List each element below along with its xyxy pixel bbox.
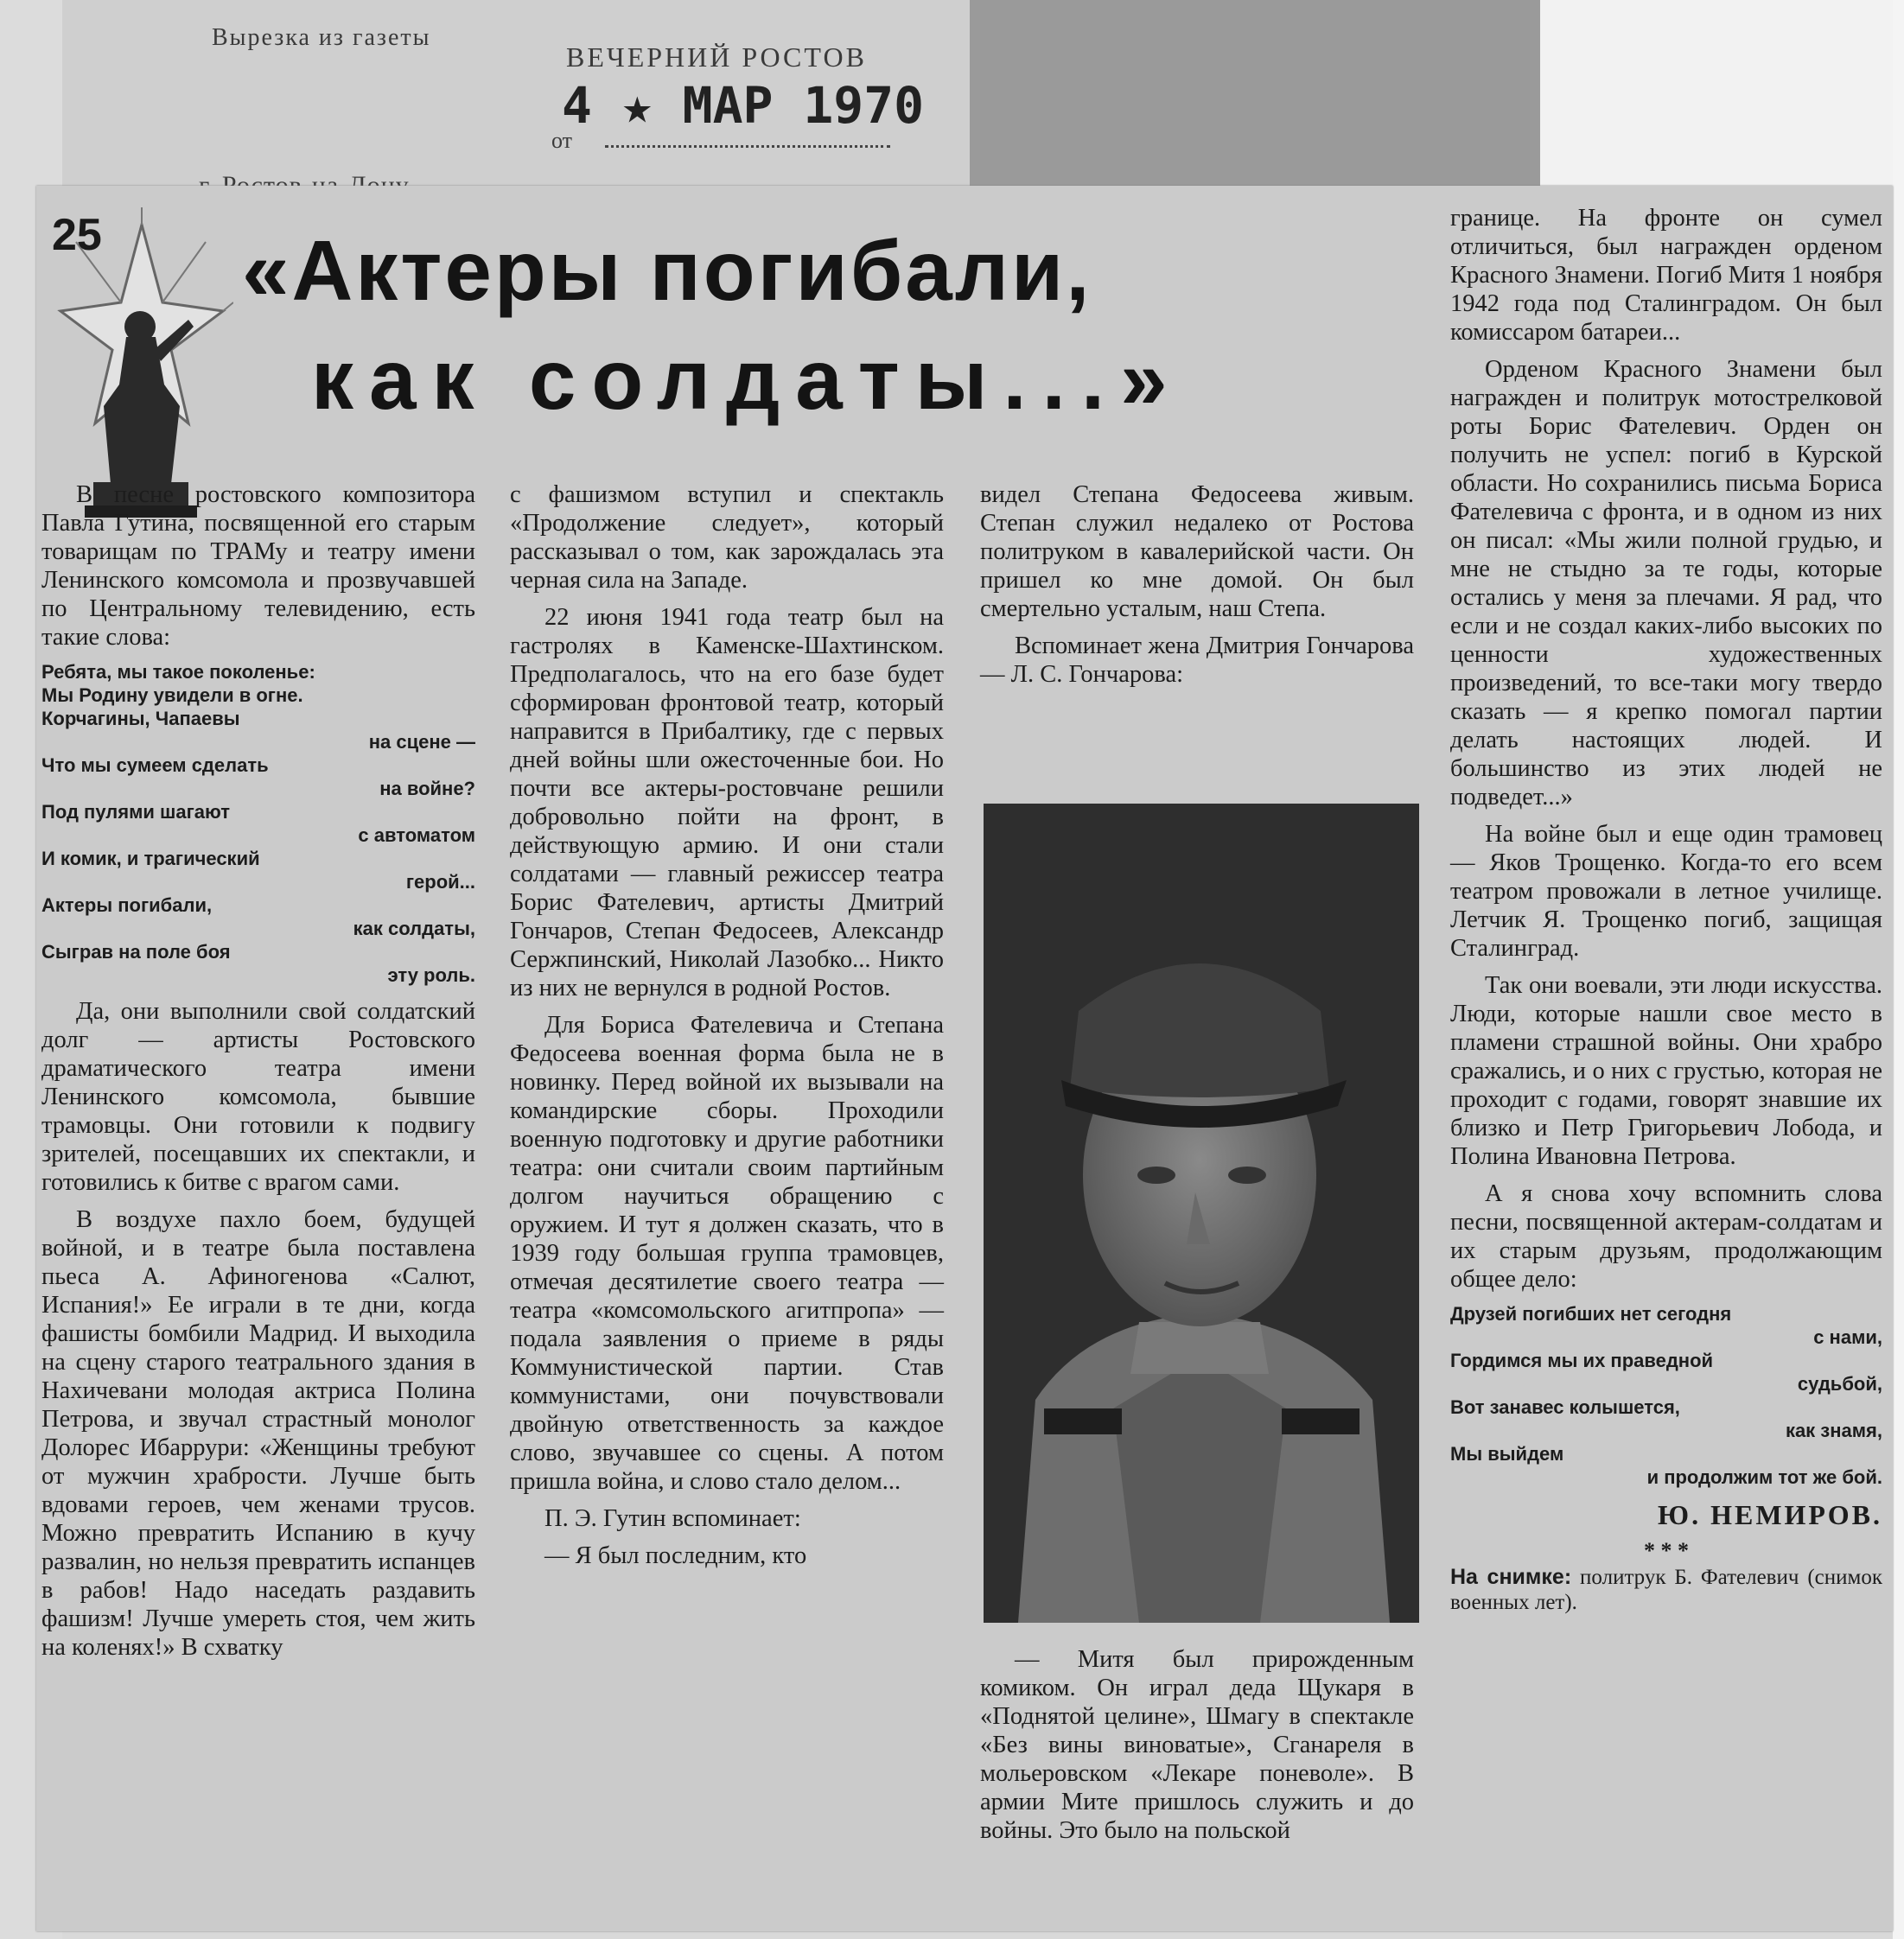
verse-line: Друзей погибших нет сегодня	[1450, 1303, 1732, 1325]
song-verse-2	[1450, 1302, 1882, 1489]
article-paragraph: 22 июня 1941 года театр был на гастролях в Каменске-Шахтинском. Предполагалось, что на его базе будет сформирован фронтовой театр, который направится в Прибалтику, где с первых дней войны шли ожесточенные бои. Но почти все актеры-ростовчане решили добровольно пойти на фронт, в действующую армию. И они стали солдатами — главный режиссер театра Борис Фателевич, артисты Дмитрий Гончаров, Степан Федосеев, Александр Сержпинский, Николай Лазобко... Никто из них не вернулся в родной Ростов.	[510, 604, 944, 1001]
article-paragraph: с фашизмом вступил и спектакль «Продолжение следует», который рассказывал о том, как зарождалась эта черная сила на Западе.	[510, 481, 944, 594]
intro-paragraph: В песне ростовского композитора Павла Гутина, посвященной его старым товарищам по ТРАМу и театру имени Ленинского комсомола и прозвучавшей по Центральному телевидению, есть такие слова:	[41, 481, 475, 651]
verse-line: Актеры погибали,	[41, 894, 213, 916]
verse-line: И комик, и трагический	[41, 848, 260, 869]
verse-line: эту роль.	[387, 964, 475, 986]
verse-line: Ребята, мы такое поколенье:	[41, 661, 315, 683]
song-verse-1	[41, 660, 475, 987]
anniversary-badge	[50, 207, 233, 520]
verse-line: с нами,	[1813, 1326, 1882, 1348]
verse-line: Корчагины, Чапаевы	[41, 708, 240, 729]
verse-line: как знамя,	[1785, 1420, 1882, 1441]
article-paragraph: На войне был и еще один трамовец — Яков Трощенко. Когда-то его всем театром провожали в летное училище. Летчик Я. Трощенко погиб, защищая Сталинград.	[1450, 821, 1882, 962]
column-3-top	[980, 480, 1414, 689]
verse-line: судьбой,	[1797, 1373, 1882, 1395]
verse-line: Под пулями шагают	[41, 801, 230, 823]
from-label: от	[551, 128, 573, 153]
verse-line: герой...	[405, 871, 475, 893]
verse-line: на войне?	[379, 778, 475, 799]
verse-line: с автоматом	[358, 824, 475, 846]
scan-background-top	[970, 0, 1540, 194]
article-paragraph: границе. На фронте он сумел отличиться, был награжден орденом Красного Знамени. Погиб Митя 1 ноября 1942 года под Сталинградом. Он был комиссаром батареи...	[1450, 205, 1882, 346]
article-paragraph: П. Э. Гутин вспоминает:	[544, 1505, 801, 1532]
verse-line: Мы Родину увидели в огне.	[41, 684, 303, 706]
article-paragraph: — Митя был прирожденным комиком. Он играл деда Щукаря в «Поднятой целине», Шмагу в спектакле «Без вины виноватые», Сганареля в мольеровском «Лекаре поневоле». В армии Мите пришлось служить и до войны. Это было на польской	[980, 1646, 1414, 1844]
column-3-bottom	[980, 1645, 1414, 1845]
badge-number: 25	[52, 210, 102, 260]
article-paragraph: Орденом Красного Знамени был награжден и политрук мотострелковой роты Борис Фателевич. Орден он получить не успел: погиб в Курской области. Но сохранились письма Бориса Фателевича с фронта, и в одном из них он писал: «Мы жили полной грудью, и мне не стыдно за те годы, которые остались у меня за плечами. Я рад, что если и не создал каких-либо высоких по ценности художественных произведений, то все-таки могу твердо сказать — я крепко помогал партии делать настоящих людей. И большинство из этих людей не подведет...»	[1450, 356, 1882, 811]
article-paragraph: — Я был последним, кто	[544, 1542, 807, 1569]
column-1	[41, 480, 475, 1662]
verse-line: и продолжим тот же бой.	[1646, 1466, 1882, 1488]
photo-caption	[1450, 1565, 1882, 1615]
caption-label: На снимке:	[1450, 1565, 1572, 1589]
article-paragraph: Так они воевали, эти люди искусства. Люди, которые нашли свое место в пламени страшной войны. Они храбро сражались, и о них с грустью, которая не проходит с годами, говорят знавшие их близко и Петр Григорьевич Лобода, и Полина Ивановна Петрова.	[1450, 972, 1882, 1170]
verse-line: Мы выйдем	[1450, 1443, 1564, 1465]
article-paragraph: Да, они выполнили свой солдатский долг — артисты Ростовского драматического театра имени Ленинского комсомола, бывшие трамовцы. Они готовили к подвигу зрителей, посещавших их спектакли, и готовились к битве с врагом сами.	[41, 998, 475, 1196]
article-paragraph: В воздухе пахло боем, будущей войной, и в театре была поставлена пьеса А. Афиногенова «Салют, Испания!» Ее играли в те дни, когда фашисты бомбили Мадрид. И выходила на сцену старого театрального здания в Нахичевани молодая актриса Полина Петрова, и звучал страстный монолог Долорес Ибаррури: «Женщины требуют от мужчин храбрости. Лучше быть вдовами героев, чем женами трусов. Можно превратить Испанию в кучу развалин, но нельзя превратить испанцев в рабов! Надо наседать раздавить фашизм! Лучше умереть стоя, чем жить на коленях!» В схватку	[41, 1206, 475, 1661]
author-byline: Ю. НЕМИРОВ.	[1658, 1499, 1882, 1530]
headline-line-2: как солдаты...»	[311, 332, 1183, 427]
newspaper-name: ВЕЧЕРНИЙ РОСТОВ	[566, 41, 867, 73]
soldier-portrait-photo	[984, 804, 1419, 1623]
section-separator: * * *	[1644, 1538, 1689, 1563]
article-headline	[242, 216, 1435, 434]
caption-text: политрук Б. Фателевич (снимок военных лет).	[1450, 1566, 1882, 1614]
verse-line: Что мы сумеем сделать	[41, 754, 269, 776]
verse-line: как солдаты,	[353, 918, 475, 939]
date-dotted-line	[605, 145, 890, 148]
scan-background-right	[1893, 0, 1904, 1939]
date-stamp: 4 ★ МАР 1970	[562, 76, 925, 135]
article-paragraph: Для Бориса Фателевича и Степана Федосеева военная форма была не в новинку. Перед войной их вызывали на командирские сборы. Проходили военную подготовку и другие работники театра: они считали своим партийным долгом научиться обращению с оружием. И тут я должен сказать, что в 1939 году большая группа трамовцев, отмечая десятилетие своего театра — театра «комсомольского агитпропа» — подала заявления о приеме в ряды Коммунистической партии. Став коммунистами, они почувствовали двойную ответственность за каждое слово, звучавшее со сцены. А потом пришла война, и слово стало делом...	[510, 1012, 944, 1495]
verse-line: Гордимся мы их праведной	[1450, 1350, 1714, 1371]
column-2	[510, 480, 944, 1570]
article-paragraph: А я снова хочу вспомнить слова песни, посвященной актерам-солдатам и их старым друзьям, продолжающим общее дело:	[1450, 1180, 1882, 1293]
article-paragraph: видел Степана Федосеева живым. Степан служил недалеко от Ростова политруком в кавалерийской части. Он пришел ко мне домой. Он был смертельно усталым, наш Степа.	[980, 481, 1414, 622]
portrait-image	[984, 804, 1419, 1623]
clip-label: Вырезка из газеты	[212, 24, 431, 51]
verse-line: Вот занавес колышется,	[1450, 1396, 1680, 1418]
article-paragraph: Вспоминает жена Дмитрия Гончарова — Л. С. Гончарова:	[980, 633, 1414, 688]
headline-line-1: «Актеры погибали,	[242, 223, 1092, 318]
scan-background-top-right	[1540, 0, 1893, 194]
verse-line: Сыграв на поле боя	[41, 941, 231, 963]
column-4	[1450, 204, 1882, 1615]
verse-line: на сцене —	[368, 731, 475, 753]
